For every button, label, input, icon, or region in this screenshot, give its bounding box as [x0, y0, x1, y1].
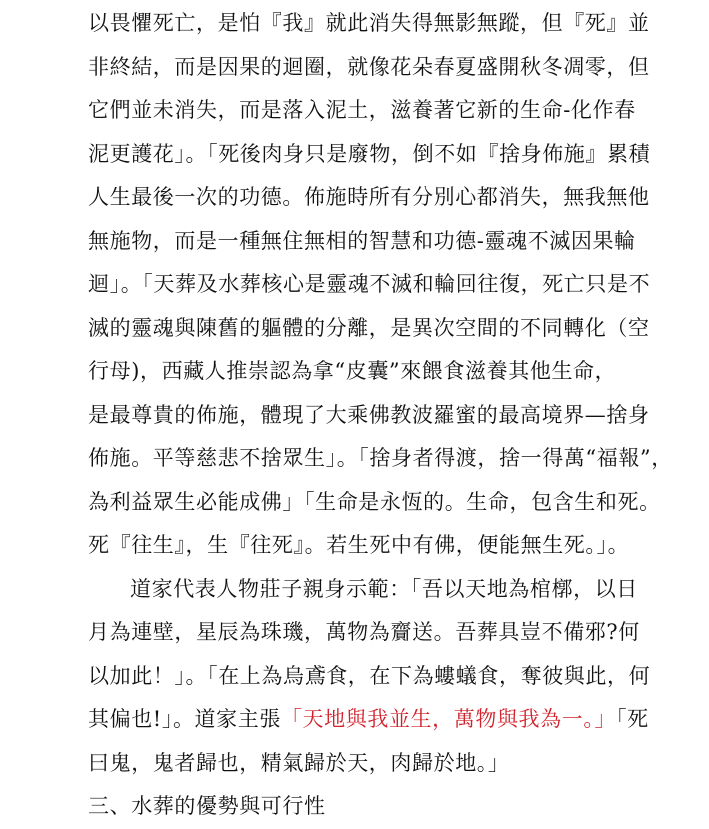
text-line-6: 無施物，而是一種無住無相的智慧和功德-靈魂不滅因果輪: [88, 228, 636, 253]
paragraph-2-line-2: 月為連壁，星辰為珠璣，萬物為齎送。吾葬具豈不備邪?何: [88, 620, 640, 644]
red-highlighted-quote: 「天地與我並生，萬物與我為一。」: [280, 707, 617, 731]
text-line-8: 滅的靈魂與陳舊的軀體的分離，是異次空間的不同轉化（空: [88, 315, 650, 340]
text-line-13: 死『往生』，生『往死』。若生死中有佛，便能無生死。」。: [88, 533, 630, 557]
text-line-12: 為利益眾生必能成佛」「生命是永恆的。生命，包含生和死。: [88, 489, 661, 514]
document-page: [88, 2, 673, 829]
text-line-1: 以畏懼死亡，是怕『我』就此消失得無影無蹤，但『死』並: [88, 11, 650, 35]
paragraph-2-line-5: 曰鬼，鬼者歸也，精氣歸於天，肉歸於地。」: [88, 750, 510, 775]
paragraph-2-line-1: 道家代表人物莊子親身示範：「吾以天地為棺槨，以日: [130, 576, 638, 601]
text-line-11: 佈施。平等慈悲不捨眾生」。「捨身者得渡，捨一得萬“福報”，: [88, 446, 673, 470]
text-line-7: 迴」。「天葬及水葬核心是靈魂不滅和輪回往復，死亡只是不: [88, 272, 651, 296]
text-line-10: 是最尊貴的佈施，體現了大乘佛教波羅蜜的最高境界—捨身: [88, 402, 650, 427]
text-line-5: 人生最後一次的功德。佈施時所有分別心都消失，無我無他: [88, 185, 650, 209]
text-line-2: 非終結，而是因果的迴圈，就像花朵春夏盛開秋冬凋零，但: [88, 54, 650, 79]
section-heading: 三、水葬的優勢與可行性: [88, 794, 326, 818]
line-text-before: 其偏也!」。道家主張: [88, 707, 281, 731]
paragraph-2-line-3: 以加此！」。「在上為烏鳶食，在下為螻蟻食，奪彼與此，何: [88, 663, 651, 688]
text-line-9: 行母)，西藏人推崇認為拿“皮囊”來餵食滋養其他生命，: [88, 359, 617, 383]
text-line-3: 它們並未消失，而是落入泥土，滋養著它新的生命-化作春: [88, 98, 636, 122]
line-text-after: 「死: [616, 707, 649, 731]
paragraph-2-line-4: [88, 698, 660, 742]
text-line-4: 泥更護花」。「死後肉身只是廢物，倒不如『捨身佈施』累積: [88, 141, 651, 166]
